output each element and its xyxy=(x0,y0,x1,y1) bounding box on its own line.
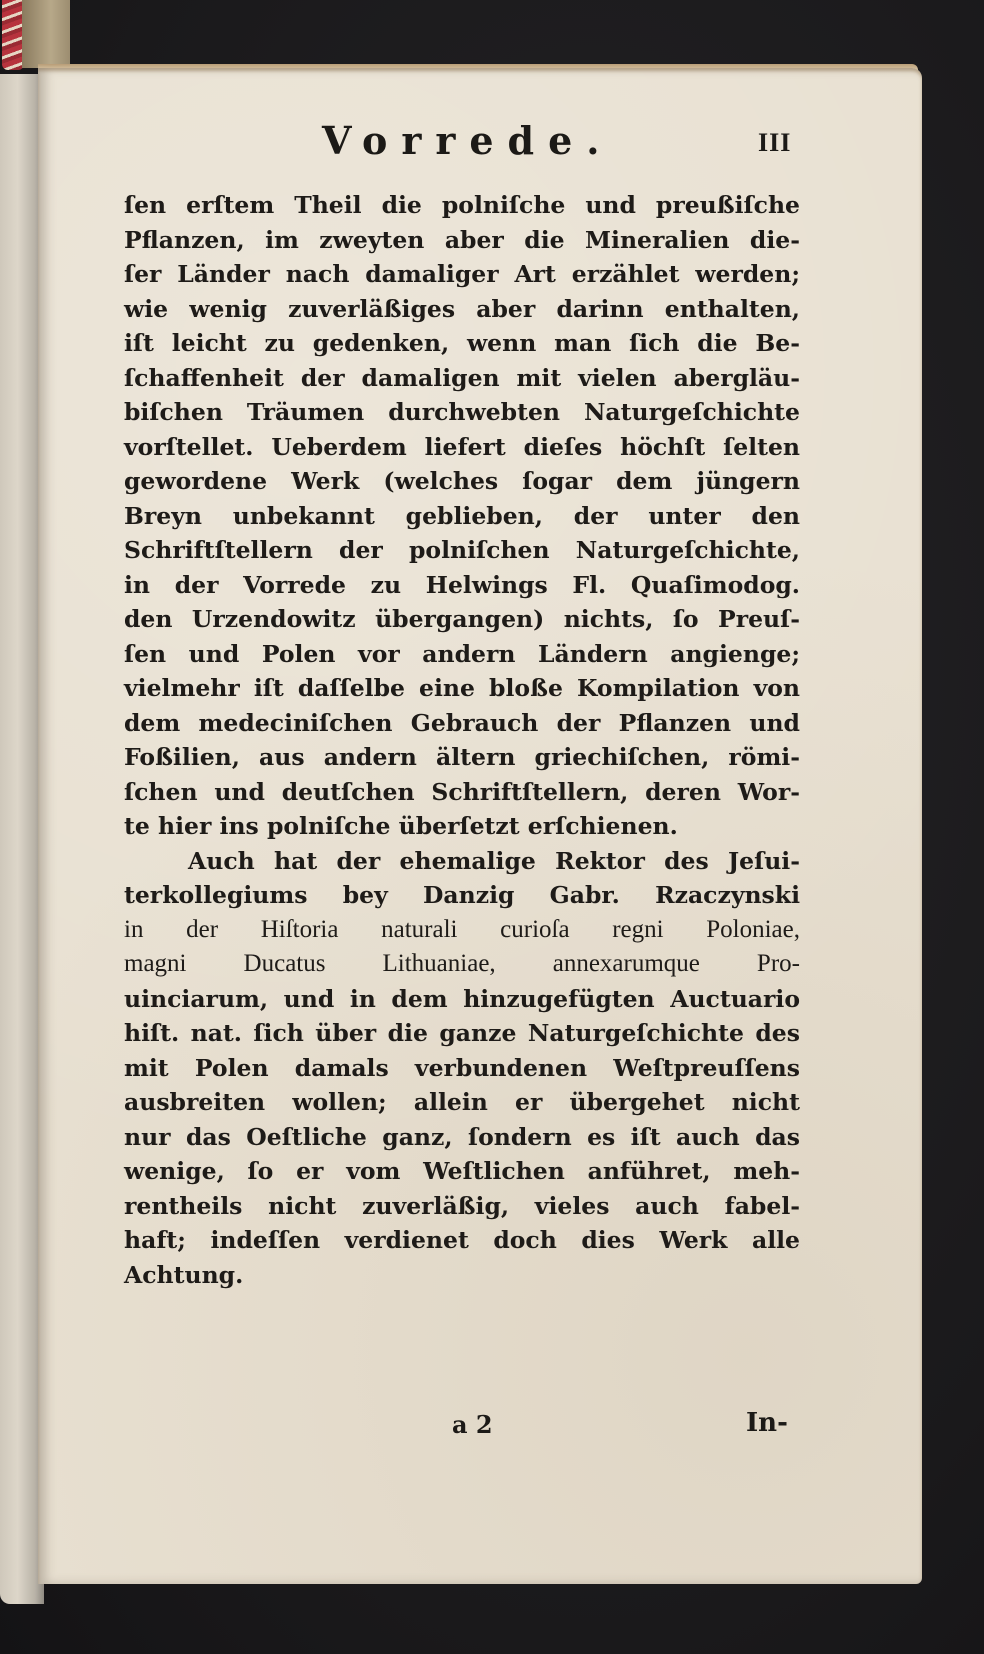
text-line: den Urzendowitz übergangen) nichts, ſo Preuſ- xyxy=(124,605,800,633)
text-line: mit Polen damals verbundenen Weſtpreuſſens xyxy=(124,1053,800,1082)
text-line: iſt leicht zu gedenken, wenn man ſich die Be- xyxy=(124,329,800,357)
book-headband xyxy=(22,0,70,68)
text-line: rentheils nicht zuverläßig, vieles auch fabel- xyxy=(124,1191,800,1220)
signature-mark: a 2 xyxy=(452,1410,493,1439)
text-line: ſer Länder nach damaliger Art erzählet werden; xyxy=(124,260,800,288)
text-line: vorſtellet. Ueberdem liefert dieſes höchſt ſelten xyxy=(124,432,800,461)
text-line: wie wenig zuverläßiges aber darinn enthalten, xyxy=(124,294,800,323)
text-line: biſchen Träumen durchwebten Naturgeſchichte xyxy=(124,398,800,426)
text-line: in der Hiſtoria naturali curioſa regni Poloniae, xyxy=(124,915,800,943)
text-line: wenige, ſo er vom Weſtlichen anführet, meh- xyxy=(124,1157,800,1185)
running-head: Vorrede. xyxy=(322,118,614,163)
text-line: ſen und Polen vor andern Ländern angienge; xyxy=(124,639,800,668)
text-line: magni Ducatus Lithuaniae, annexarumque Pro- xyxy=(124,950,800,977)
paragraph-end-line: Achtung. xyxy=(124,1260,244,1289)
text-line: hiſt. nat. ſich über die ganze Naturgeſchichte des xyxy=(124,1019,800,1047)
page-number: III xyxy=(758,128,792,157)
text-line: ſchaffenheit der damaligen mit vielen abergläu- xyxy=(124,363,800,392)
text-line: gewordene Werk (welches ſogar dem jüngern xyxy=(124,467,800,495)
body-text xyxy=(124,188,800,1292)
text-line: terkollegiums bey Danzig Gabr. Rzaczynski xyxy=(124,881,800,909)
binding-cord xyxy=(2,0,24,70)
paragraph-end-line: te hier ins polniſche überſetzt erſchienen. xyxy=(124,812,678,840)
text-line: ſchen und deutſchen Schriftſtellern, deren Wor- xyxy=(124,777,800,806)
text-line: uinciarum, und in dem hinzugefügten Auctuario xyxy=(124,984,800,1013)
text-line: nur das Oeſtliche ganz, ſondern es iſt auch das xyxy=(124,1122,800,1151)
text-line: Schriftſtellern der polniſchen Naturgeſchichte, xyxy=(124,536,800,564)
text-line: Pflanzen, im zweyten aber die Mineralien die- xyxy=(124,225,800,254)
catchword: In- xyxy=(746,1408,788,1438)
text-line: vielmehr iſt daſſelbe eine bloße Kompilation von xyxy=(124,674,800,702)
text-line: Breyn unbekannt geblieben, der unter den xyxy=(124,501,800,530)
text-line: dem medeciniſchen Gebrauch der Pflanzen und xyxy=(124,708,800,737)
text-line: haft; indeſſen verdienet doch dies Werk alle xyxy=(124,1226,800,1254)
text-line: ausbreiten wollen; allein er übergehet nicht xyxy=(124,1088,800,1116)
paragraph-start-line: Auch hat der ehemalige Rektor des Jeſui- xyxy=(188,846,800,875)
text-line: in der Vorrede zu Helwings Fl. Quaſimodog. xyxy=(124,570,800,599)
text-line: ſen erſtem Theil die polniſche und preußiſche xyxy=(124,191,800,219)
text-line: Foßilien, aus andern ältern griechiſchen, römi- xyxy=(124,743,800,771)
